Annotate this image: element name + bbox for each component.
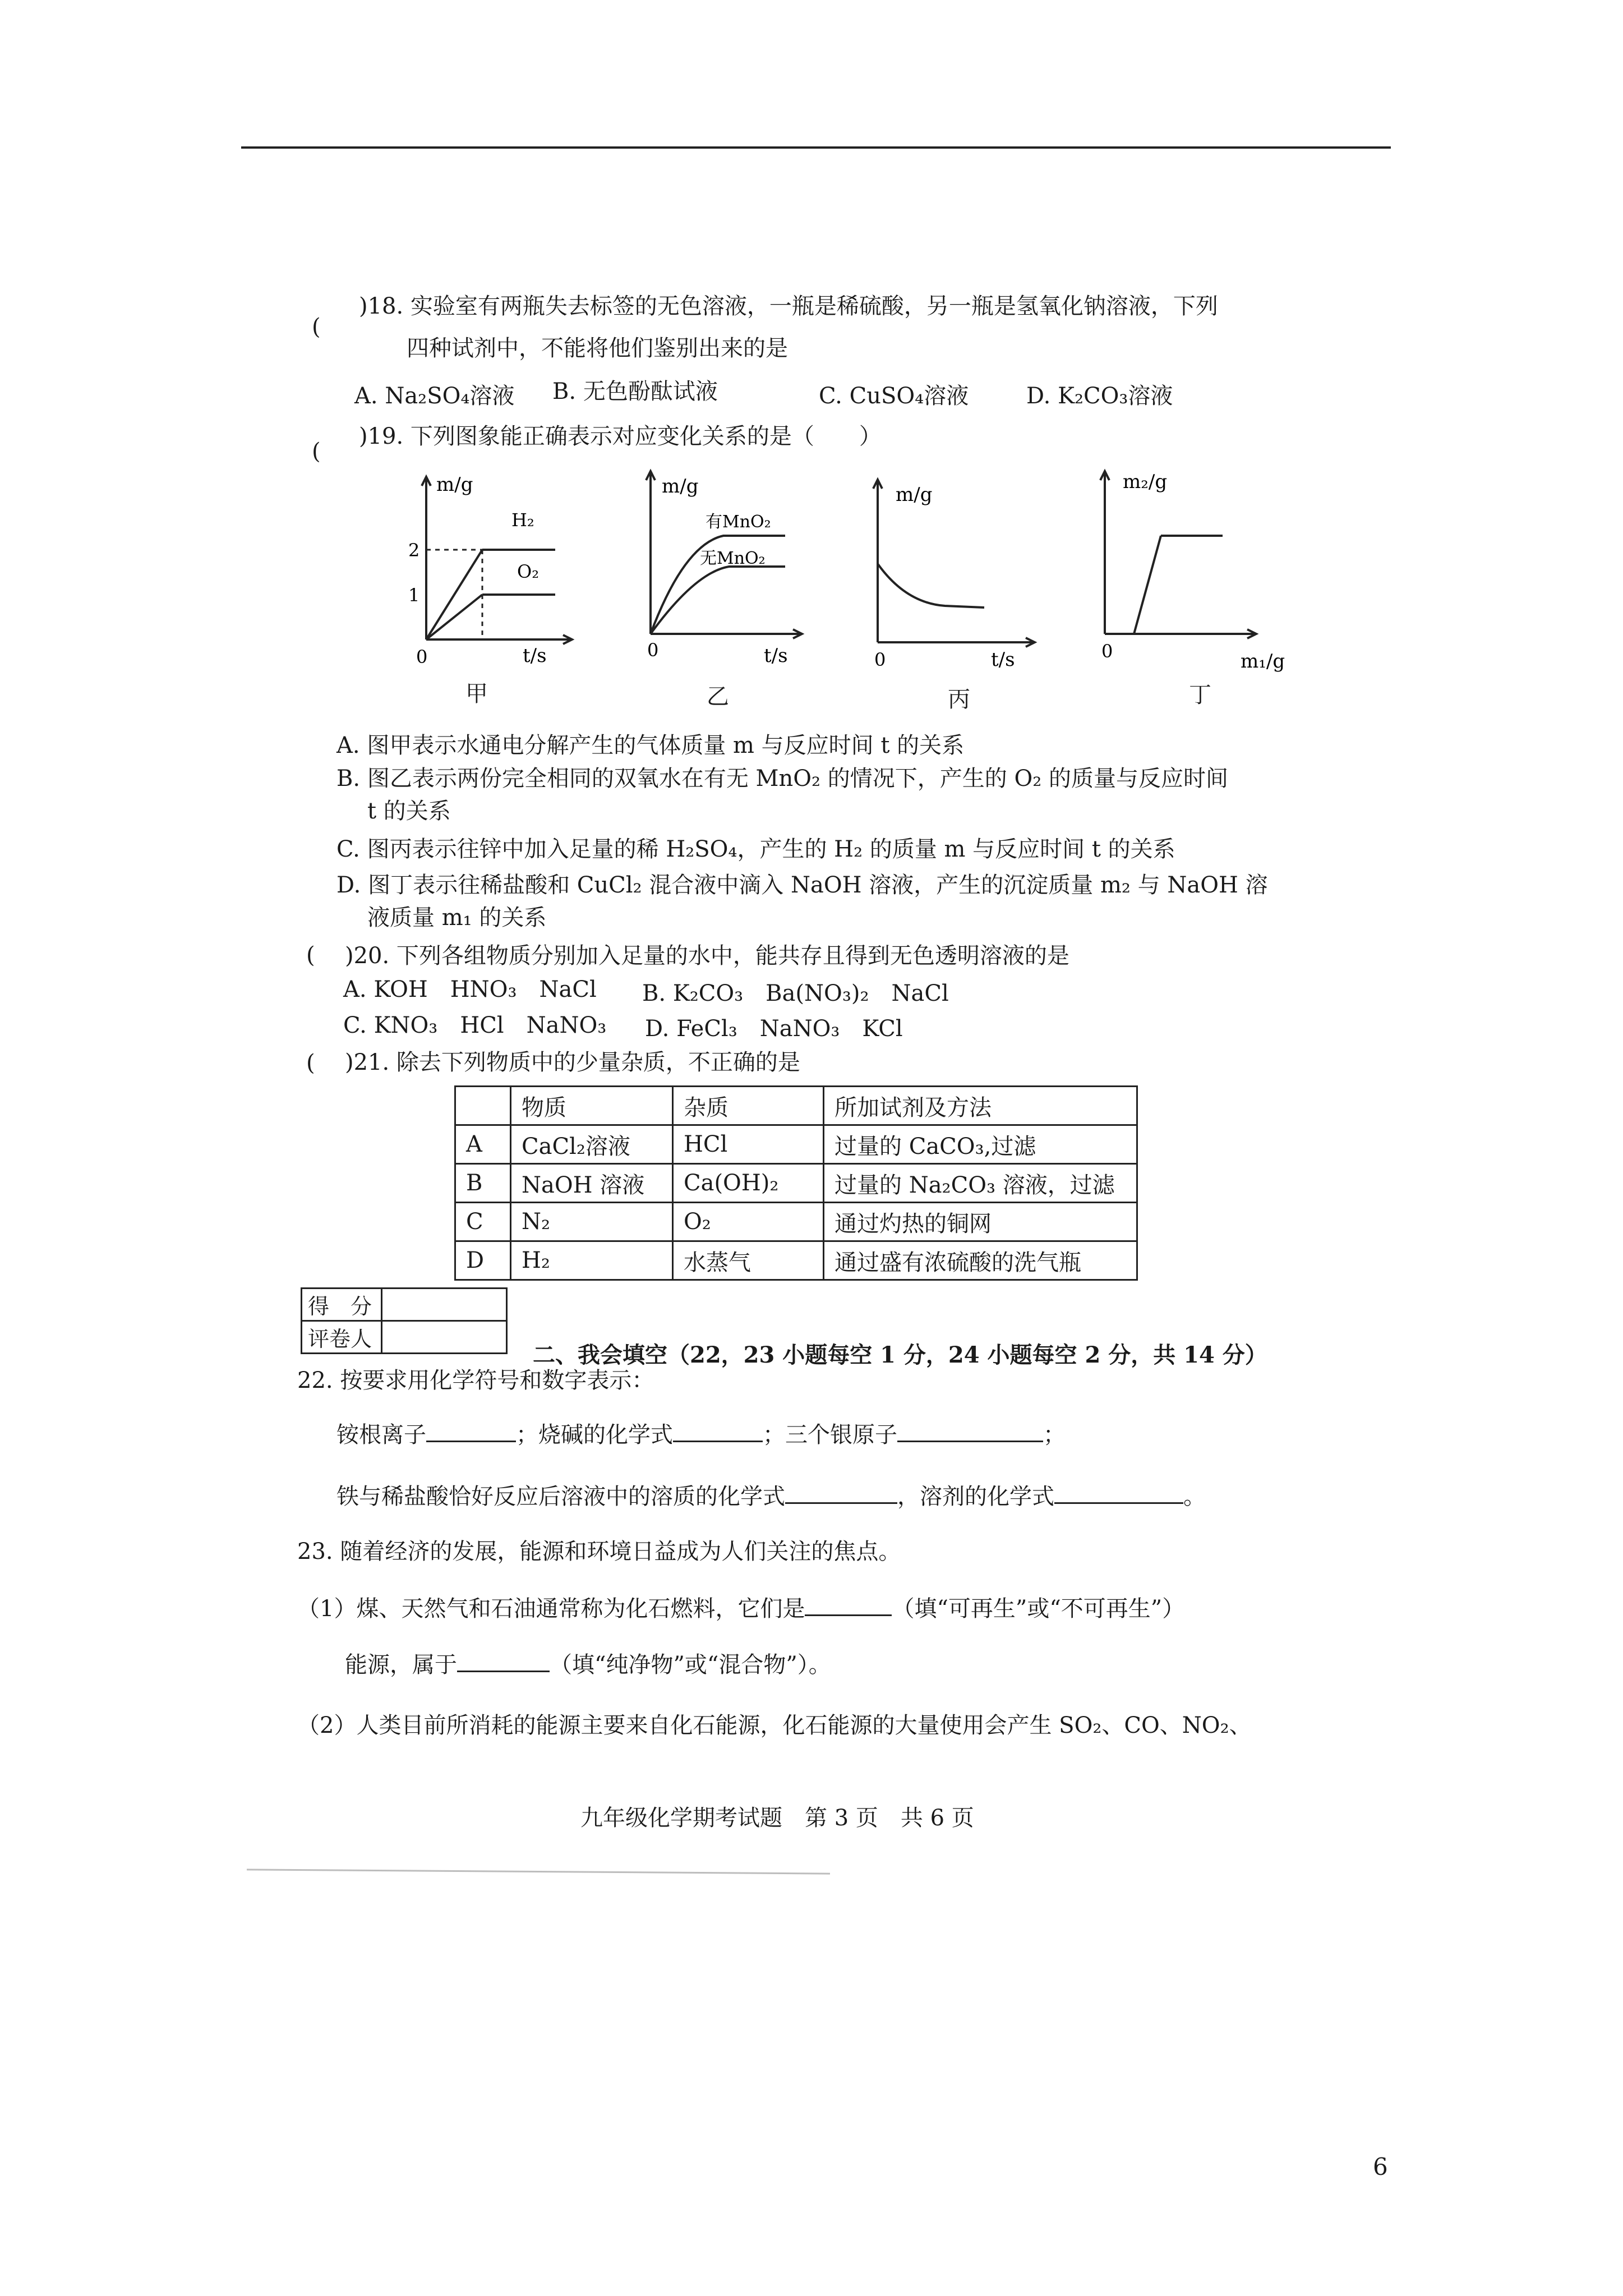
q19-paren: ( [312,439,321,464]
table-cell: 过量的 CaCO₃,过滤 [824,1125,1137,1164]
q23-stem: 23. 随着经济的发展，能源和环境日益成为人们关注的焦点。 [297,1539,901,1565]
score-label: 得 分 [302,1289,382,1321]
table-row [455,1125,1137,1164]
q23-part2: （2）人类目前所消耗的能源主要来自化石能源，化石能源的大量使用会产生 SO₂、CO、NO₂、 [297,1713,1252,1738]
q22-silver-atoms-blank[interactable] [897,1419,1043,1442]
table-cell: 过量的 Na₂CO₃ 溶液，过滤 [824,1164,1137,1203]
graph-ding-caption: 丁 [1189,682,1211,708]
q23-part1-line1 [297,1593,1184,1623]
graph-bing-caption: 丙 [948,687,970,712]
q23-mixture-blank[interactable] [457,1649,550,1672]
q21-paren: ( [306,1050,315,1076]
table-row [455,1203,1137,1241]
q20-option-d: D. FeCl₃ NaNO₃ KCl [645,1016,903,1042]
table-cell: HCl [673,1125,824,1164]
table-cell: D [455,1241,511,1280]
q18-option-b: B. 无色酚酞试液 [552,379,718,404]
q22-line2 [336,1481,1206,1511]
q21-stem: )21. 除去下列物质中的少量杂质，不正确的是 [345,1050,800,1075]
table-header-cell: 杂质 [673,1087,824,1125]
q18-line1: )18. 实验室有两瓶失去标签的无色溶液，一瓶是稀硫酸，另一瓶是氢氧化钠溶液，下列 [359,293,1218,319]
table-cell: H₂ [511,1241,673,1280]
graph-ding-ylabel: m₂/g [1123,471,1168,493]
q22-line2-end: 。 [1183,1484,1206,1510]
q18-paren: ( [312,314,321,340]
table-cell: O₂ [673,1203,824,1241]
table-cell: NaOH 溶液 [511,1164,673,1203]
table-row [455,1164,1137,1203]
table-cell: 通过盛有浓硫酸的洗气瓶 [824,1241,1137,1280]
graph-yi-with: 有MnO₂ [706,512,771,532]
q19-option-b1: B. 图乙表示两份完全相同的双氧水在有无 MnO₂ 的情况下，产生的 O₂ 的质量与反应时间 [336,766,1229,792]
graph-jia-origin: 0 [416,646,428,668]
page-number: 6 [1373,2153,1388,2180]
graph-bing-origin: 0 [874,649,886,670]
q18-option-d: D. K₂CO₃溶液 [1026,383,1173,409]
graph-jia-ylabel: m/g [436,473,473,496]
graph-yi-caption: 乙 [707,684,729,710]
q22-silver-atoms-label: ；三个银原子 [763,1422,897,1448]
graph-jia [393,466,600,679]
graph-jia-xlabel: t/s [523,645,547,667]
graph-ding-origin: 0 [1101,641,1113,662]
q23-mixture-hint: （填“纯净物”或“混合物”）。 [550,1652,831,1678]
graph-jia-tick2: 2 [408,540,420,561]
table-row [455,1241,1137,1280]
grader-label: 评卷人 [302,1321,382,1354]
q19-option-d2: 液质量 m₁ 的关系 [367,905,547,931]
q23-renewable-blank[interactable] [805,1593,892,1616]
graph-ding-xlabel: m₁/g [1241,650,1285,673]
graph-bing-xlabel: t/s [991,648,1015,671]
q21-table [454,1085,1138,1281]
q22-line1 [336,1419,1066,1450]
table-cell: B [455,1164,511,1203]
table-header-cell: 所加试剂及方法 [824,1087,1137,1125]
graph-yi-xlabel: t/s [764,645,788,667]
table-cell: 水蒸气 [673,1241,824,1280]
q19-option-d1: D. 图丁表示往稀盐酸和 CuCl₂ 混合液中滴入 NaOH 溶液，产生的沉淀质量 m₂ 与 NaOH 溶 [336,872,1268,898]
graph-jia-o2: O₂ [517,561,540,582]
graph-yi-without: 无MnO₂ [700,549,766,568]
score-field[interactable] [382,1289,507,1321]
graph-bing-ylabel: m/g [896,484,933,506]
graph-bing [844,468,1057,682]
graph-yi-origin: 0 [647,639,659,661]
q19-option-a: A. 图甲表示水通电分解产生的气体质量 m 与反应时间 t 的关系 [336,733,965,758]
q22-ammonium-blank[interactable] [426,1419,516,1442]
q22-caustic-soda-blank[interactable] [673,1419,763,1442]
q23-renewable-hint: （填“可再生”或“不可再生”） [892,1596,1185,1622]
q23-mixture-label: 能源，属于 [345,1652,457,1678]
q22-line1-end: ； [1043,1422,1066,1448]
q22-solvent-blank[interactable] [1054,1481,1183,1504]
q22-solvent-label: ，溶剂的化学式 [897,1484,1054,1510]
q20-stem: )20. 下列各组物质分别加入足量的水中，能共存且得到无色透明溶液的是 [345,943,1069,969]
table-cell: Ca(OH)₂ [673,1164,824,1203]
table-cell: CaCl₂溶液 [511,1125,673,1164]
header-rule [241,146,1391,149]
table-cell: C [455,1203,511,1241]
q22-solute-blank[interactable] [785,1481,897,1504]
table-row [455,1087,1137,1125]
q18-line2: 四种试剂中，不能将他们鉴别出来的是 [407,335,788,361]
q23-part1-line2 [345,1649,831,1680]
table-cell: 通过灼热的铜网 [824,1203,1137,1241]
q22-ammonium-label: 铵根离子 [336,1422,426,1448]
table-header-cell: 物质 [511,1087,673,1125]
graph-jia-h2: H₂ [511,509,534,531]
q18-option-c: C. CuSO₄溶液 [819,383,969,409]
q19-option-b2: t 的关系 [367,798,451,824]
section2-title: 二、我会填空（22，23 小题每空 1 分，24 小题每空 2 分，共 14 分） [533,1342,1267,1368]
q19-option-c: C. 图丙表示往锌中加入足量的稀 H₂SO₄，产生的 H₂ 的质量 m 与反应时间 t 的关系 [336,836,1175,862]
table-header-cell [455,1087,511,1125]
page-footer: 九年级化学期考试题 第 3 页 共 6 页 [580,1805,974,1831]
graph-ding [1071,460,1312,673]
q23-renewable-label: （1）煤、天然气和石油通常称为化石燃料，它们是 [297,1596,805,1622]
scan-smudge [247,1869,830,1874]
q22-caustic-soda-label: ；烧碱的化学式 [516,1422,673,1448]
q18-option-a: A. Na₂SO₄溶液 [354,383,515,409]
q20-paren: ( [306,942,315,968]
q20-option-b: B. K₂CO₃ Ba(NO₃)₂ NaCl [642,981,949,1006]
q20-option-a: A. KOH HNO₃ NaCl [343,977,597,1002]
q22-stem: 22. 按要求用化学符号和数字表示： [297,1368,654,1393]
graph-yi-ylabel: m/g [662,475,699,498]
graph-yi [617,460,830,673]
table-cell: N₂ [511,1203,673,1241]
graph-jia-caption: 甲 [465,681,488,707]
graph-jia-tick1: 1 [408,585,420,606]
table-cell: A [455,1125,511,1164]
score-box [301,1287,508,1354]
q20-option-c: C. KNO₃ HCl NaNO₃ [343,1013,607,1038]
q19-stem: )19. 下列图象能正确表示对应变化关系的是（ ） [359,424,882,449]
grader-field[interactable] [382,1321,507,1354]
q22-solute-label: 铁与稀盐酸恰好反应后溶液中的溶质的化学式 [336,1484,785,1510]
